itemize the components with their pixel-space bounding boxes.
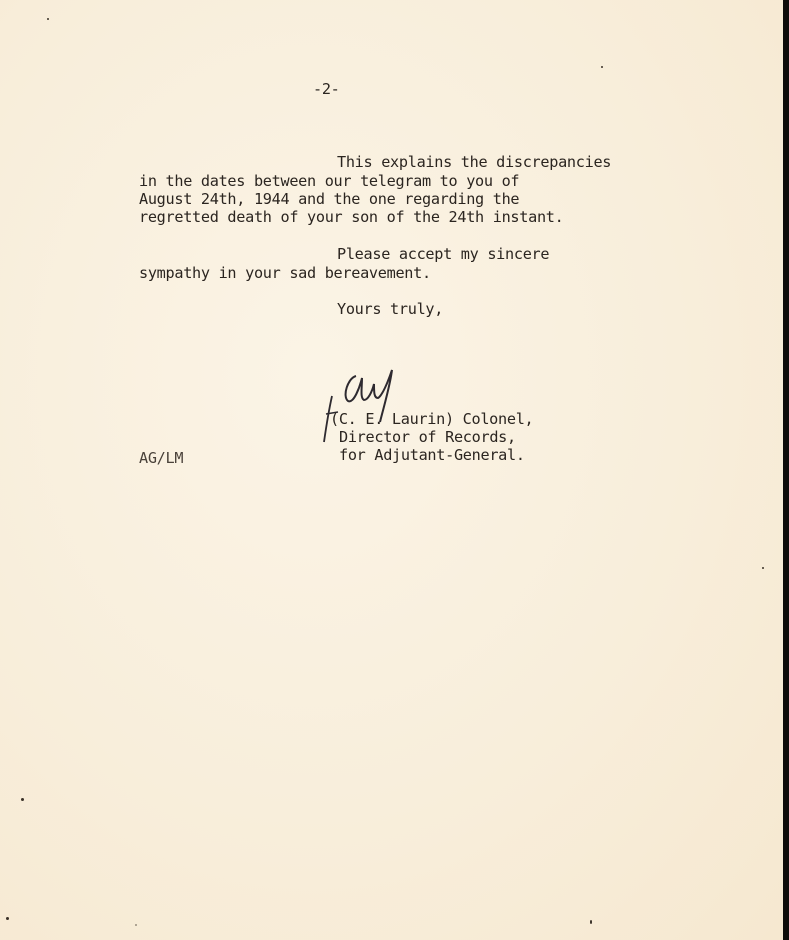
signer-name: (C. E. Laurin) Colonel, [330,410,534,428]
paragraph-1-line-3: August 24th, 1944 and the one regarding the [139,190,520,208]
speck [6,917,9,920]
speck [47,18,49,20]
paragraph-2-line-2: sympathy in your sad bereavement. [139,264,431,282]
speck [762,567,764,569]
speck [590,920,592,924]
signer-title: Director of Records, [339,428,516,446]
speck [21,798,24,801]
paragraph-1-line-2: in the dates between our telegram to you of [139,172,520,190]
page-number: -2- [313,80,340,98]
paragraph-2-line-1: Please accept my sincere [337,245,550,263]
closing: Yours truly, [337,300,444,318]
paragraph-1-line-1: This explains the discrepancies [337,153,612,171]
speck [135,924,137,926]
scan-border [783,0,789,940]
paragraph-1-line-4: regretted death of your son of the 24th instant. [139,208,564,226]
reference-initials: AG/LM [139,449,184,467]
signer-for: for Adjutant-General. [339,446,525,464]
speck [601,66,603,68]
